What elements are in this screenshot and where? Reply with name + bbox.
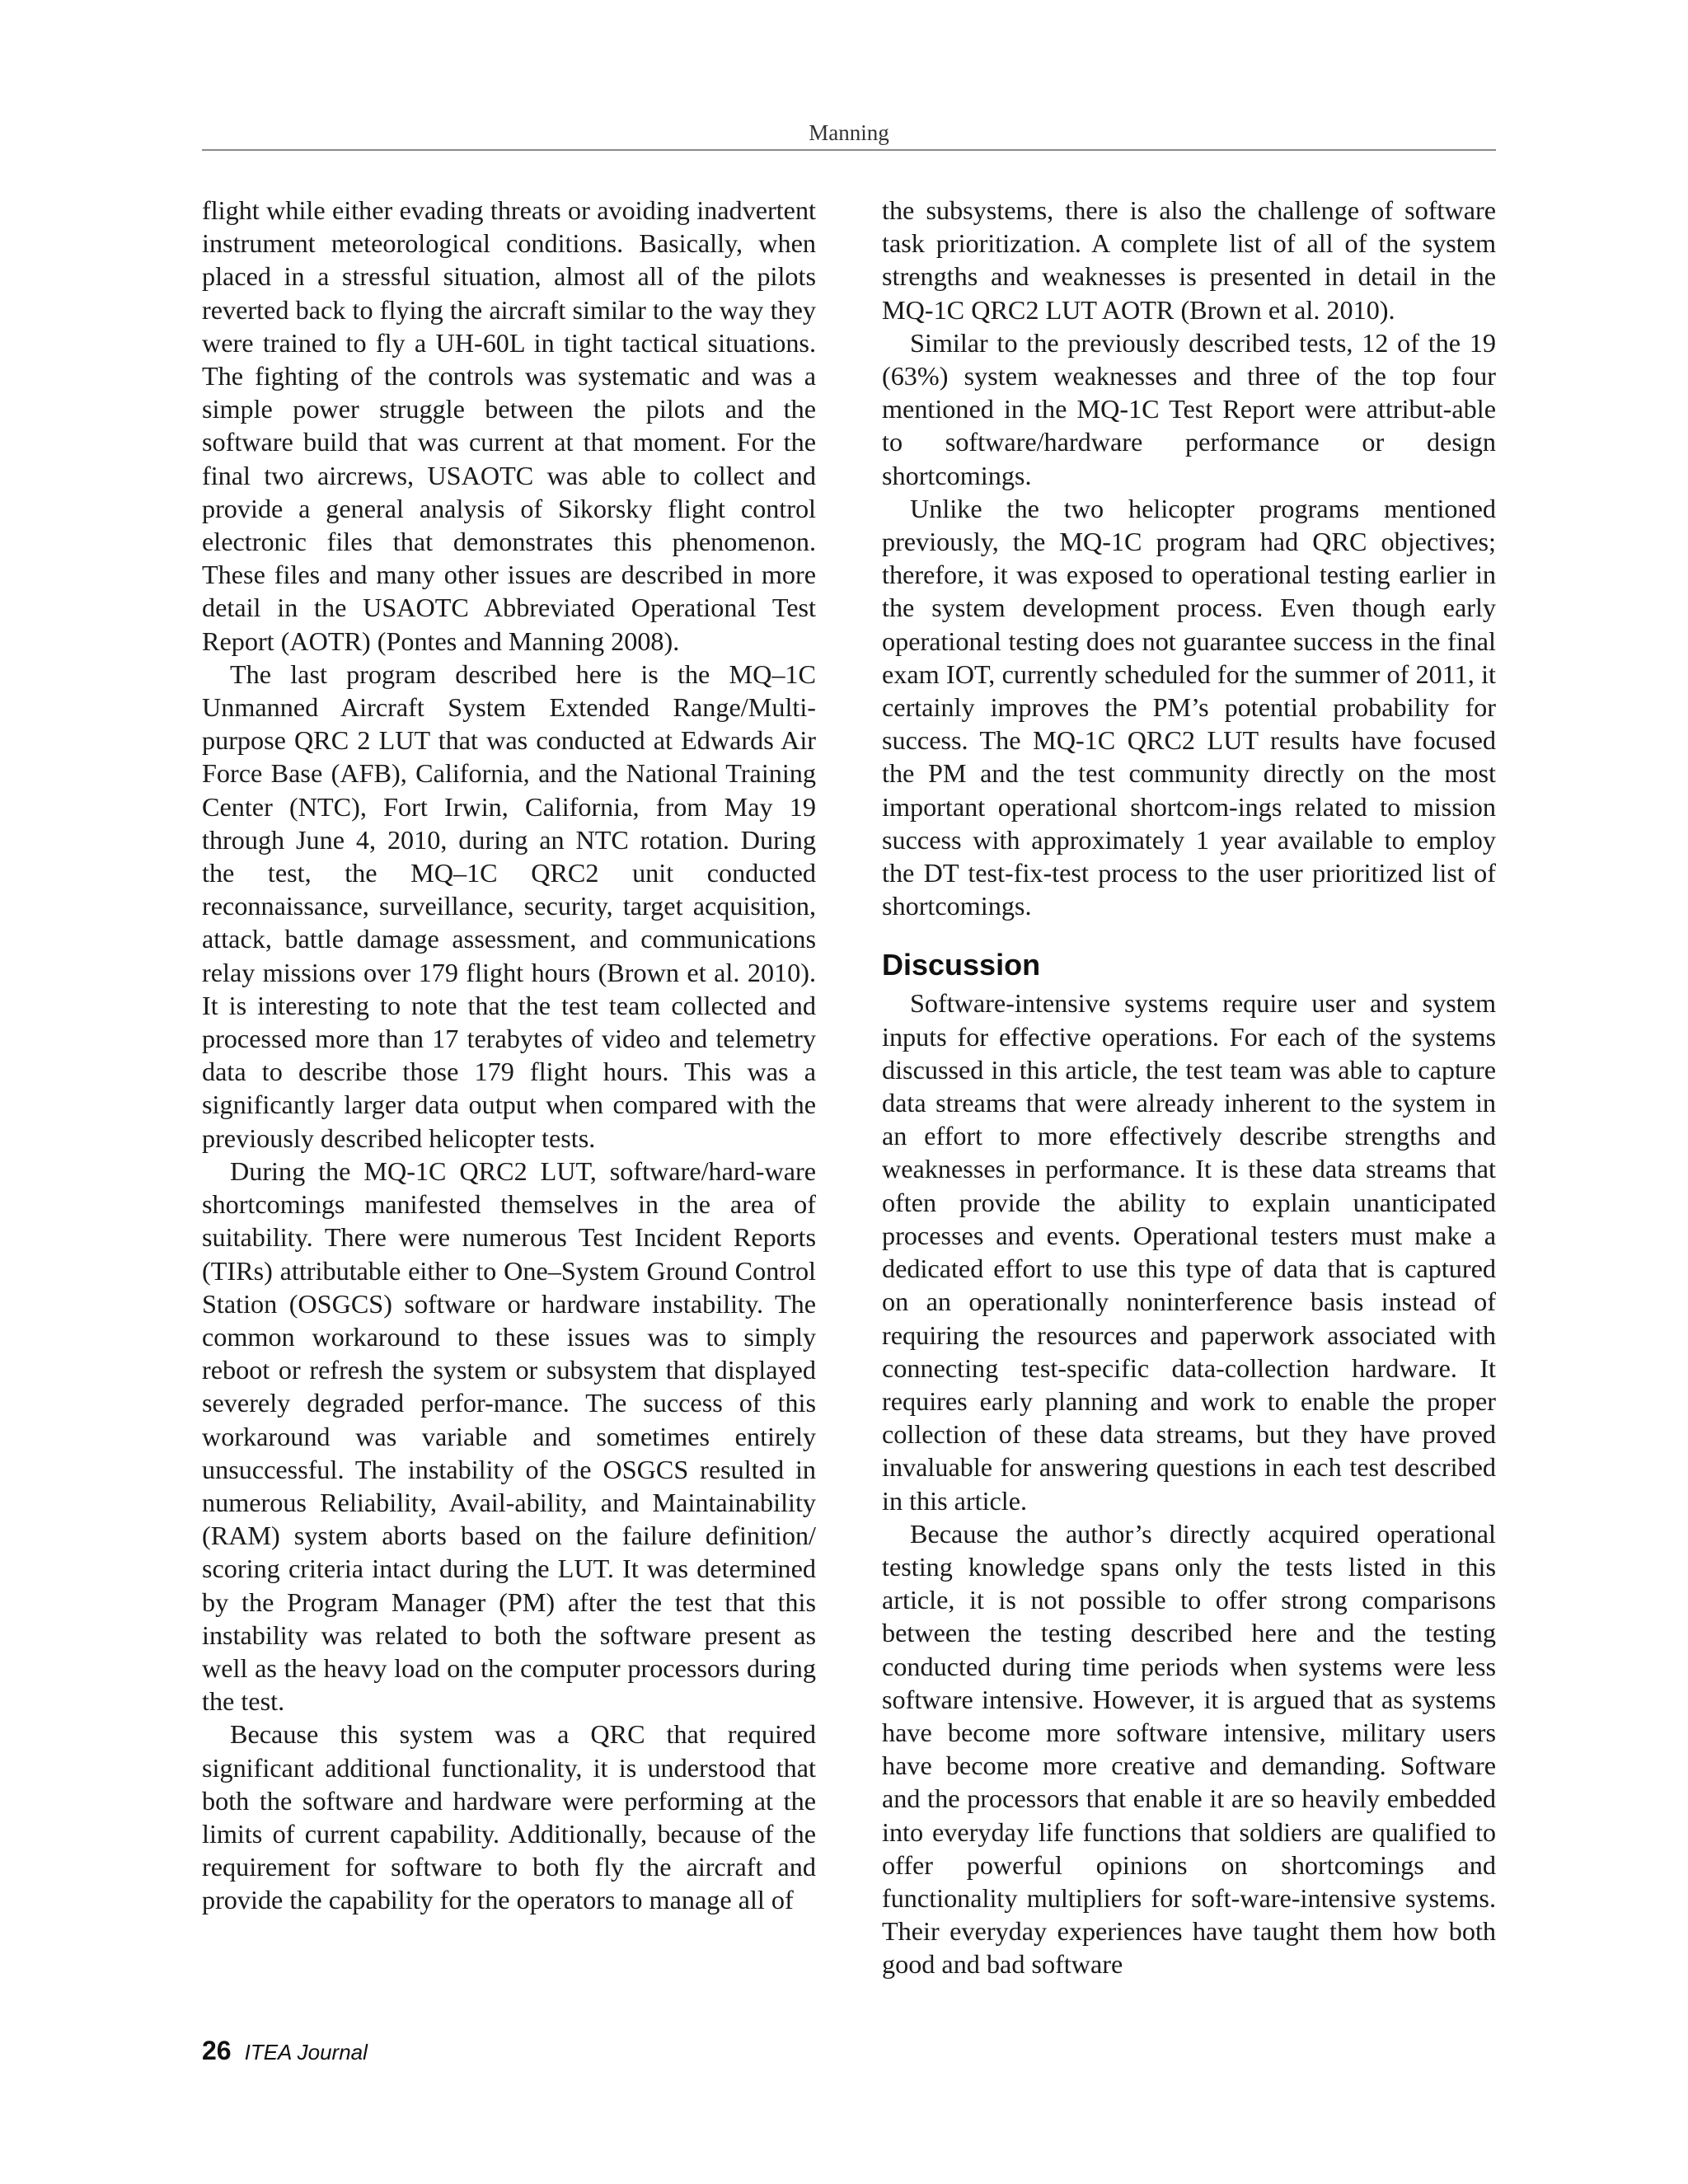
section-heading: Discussion	[882, 948, 1041, 982]
paragraph: Because the author’s directly acquired operational testing knowledge spans only the tests listed in this article, it is not possible to offer strong comparisons between the testing described here and the testing conducted during time periods when systems were less software intensive. However, it is argued that as systems have become more software intensive, military users have become more creative and demanding. Software and the processors that enable it are so heavily embedded into everyday life functions that soldiers are qualified to offer powerful opinions on shortcomings and functionality multipliers for soft-ware-intensive systems. Their everyday experiences have taught them how both good and bad software	[882, 1518, 1496, 1980]
paragraph: flight while either evading threats or avoiding inadvertent instrument meteorological conditions. Basically, when placed in a stressful situation, almost all of the pilots reverted back to flying the aircraft similar to the way they were trained to fly a UH-60L in tight tactical situations. The fighting of the controls was systematic and was a simple power struggle between the pilots and the software build that was current at that moment. For the final two aircrews, USAOTC was able to collect and provide a general analysis of Sikorsky flight control electronic files that demonstrates this phenomenon. These files and many other issues are described in more detail in the USAOTC Abbreviated Operational Test Report (AOTR) (Pontes and Manning 2008).	[202, 195, 816, 656]
paragraph: During the MQ-1C QRC2 LUT, software/hard-ware shortcomings manifested themselves in the area of suitability. There were numerous Test Incident Reports (TIRs) attributable either to One–System Ground Control Station (OSGCS) software or hardware instability. The common workaround to these issues was to simply reboot or refresh the system or subsystem that displayed severely degraded perfor-mance. The success of this workaround was variable and sometimes entirely unsuccessful. The instability of the OSGCS resulted in numerous Reliability, Avail-ability, and Maintainability (RAM) system aborts based on the failure definition/ scoring criteria intact during the LUT. It was determined by the Program Manager (PM) after the test that this instability was related to both the software present as well as the heavy load on the computer processors during the test.	[202, 1155, 816, 1717]
page-footer	[202, 2036, 368, 2066]
paragraph: Because this system was a QRC that required significant additional functionality, it is understood that both the software and hardware were performing at the limits of current capability. Additionally, because of the requirement for software to both fly the aircraft and provide the capability for the operators to manage all of	[202, 1719, 816, 1915]
paragraph: Software-intensive systems require user and system inputs for effective operations. For each of the systems discussed in this article, the test team was able to capture data streams that were already inherent to the system in an effort to more effectively describe strengths and weaknesses in performance. It is these data streams that often provide the ability to explain unanticipated processes and events. Operational testers must make a dedicated effort to use this type of data that is captured on an operationally noninterference basis instead of requiring the resources and paperwork associated with connecting test-specific data-collection hardware. It requires early planning and work to enable the proper collection of these data streams, but they have proved invaluable for answering questions in each test described in this article.	[882, 988, 1496, 1516]
running-head: Manning	[809, 120, 889, 145]
header-rule	[202, 149, 1496, 151]
right-column	[882, 194, 1496, 1981]
paragraph: Similar to the previously described tests, 12 of the 19 (63%) system weaknesses and three of the top four mentioned in the MQ-1C Test Report were attribut-able to software/hardware performance or design shortcomings.	[882, 327, 1496, 490]
paragraph: the subsystems, there is also the challenge of software task prioritization. A complete list of all of the system strengths and weaknesses is presented in detail in the MQ-1C QRC2 LUT AOTR (Brown et al. 2010).	[882, 195, 1496, 325]
page-number: 26	[202, 2036, 232, 2065]
journal-name: ITEA Journal	[244, 2040, 368, 2064]
paragraph: Unlike the two helicopter programs mentioned previously, the MQ-1C program had QRC objectives; therefore, it was exposed to operational testing earlier in the system development process. Even though early operational testing does not guarantee success in the final exam IOT, currently scheduled for the summer of 2011, it certainly improves the PM’s potential probability for success. The MQ-1C QRC2 LUT results have focused the PM and the test community directly on the most important operational shortcom-ings related to mission success with approximately 1 year available to employ the DT test-fix-test process to the user prioritized list of shortcomings.	[882, 493, 1496, 921]
paragraph: The last program described here is the MQ–1C Unmanned Aircraft System Extended Range/Multi-purpose QRC 2 LUT that was conducted at Edwards Air Force Base (AFB), California, and the National Training Center (NTC), Fort Irwin, California, from May 19 through June 4, 2010, during an NTC rotation. During the test, the MQ–1C QRC2 unit conducted reconnaissance, surveillance, security, target acquisition, attack, battle damage assessment, and communications relay missions over 179 flight hours (Brown et al. 2010). It is interesting to note that the test team collected and processed more than 17 terabytes of video and telemetry data to describe those 179 flight hours. This was a significantly larger data output when compared with the previously described helicopter tests.	[202, 658, 816, 1153]
left-column	[202, 194, 816, 1917]
